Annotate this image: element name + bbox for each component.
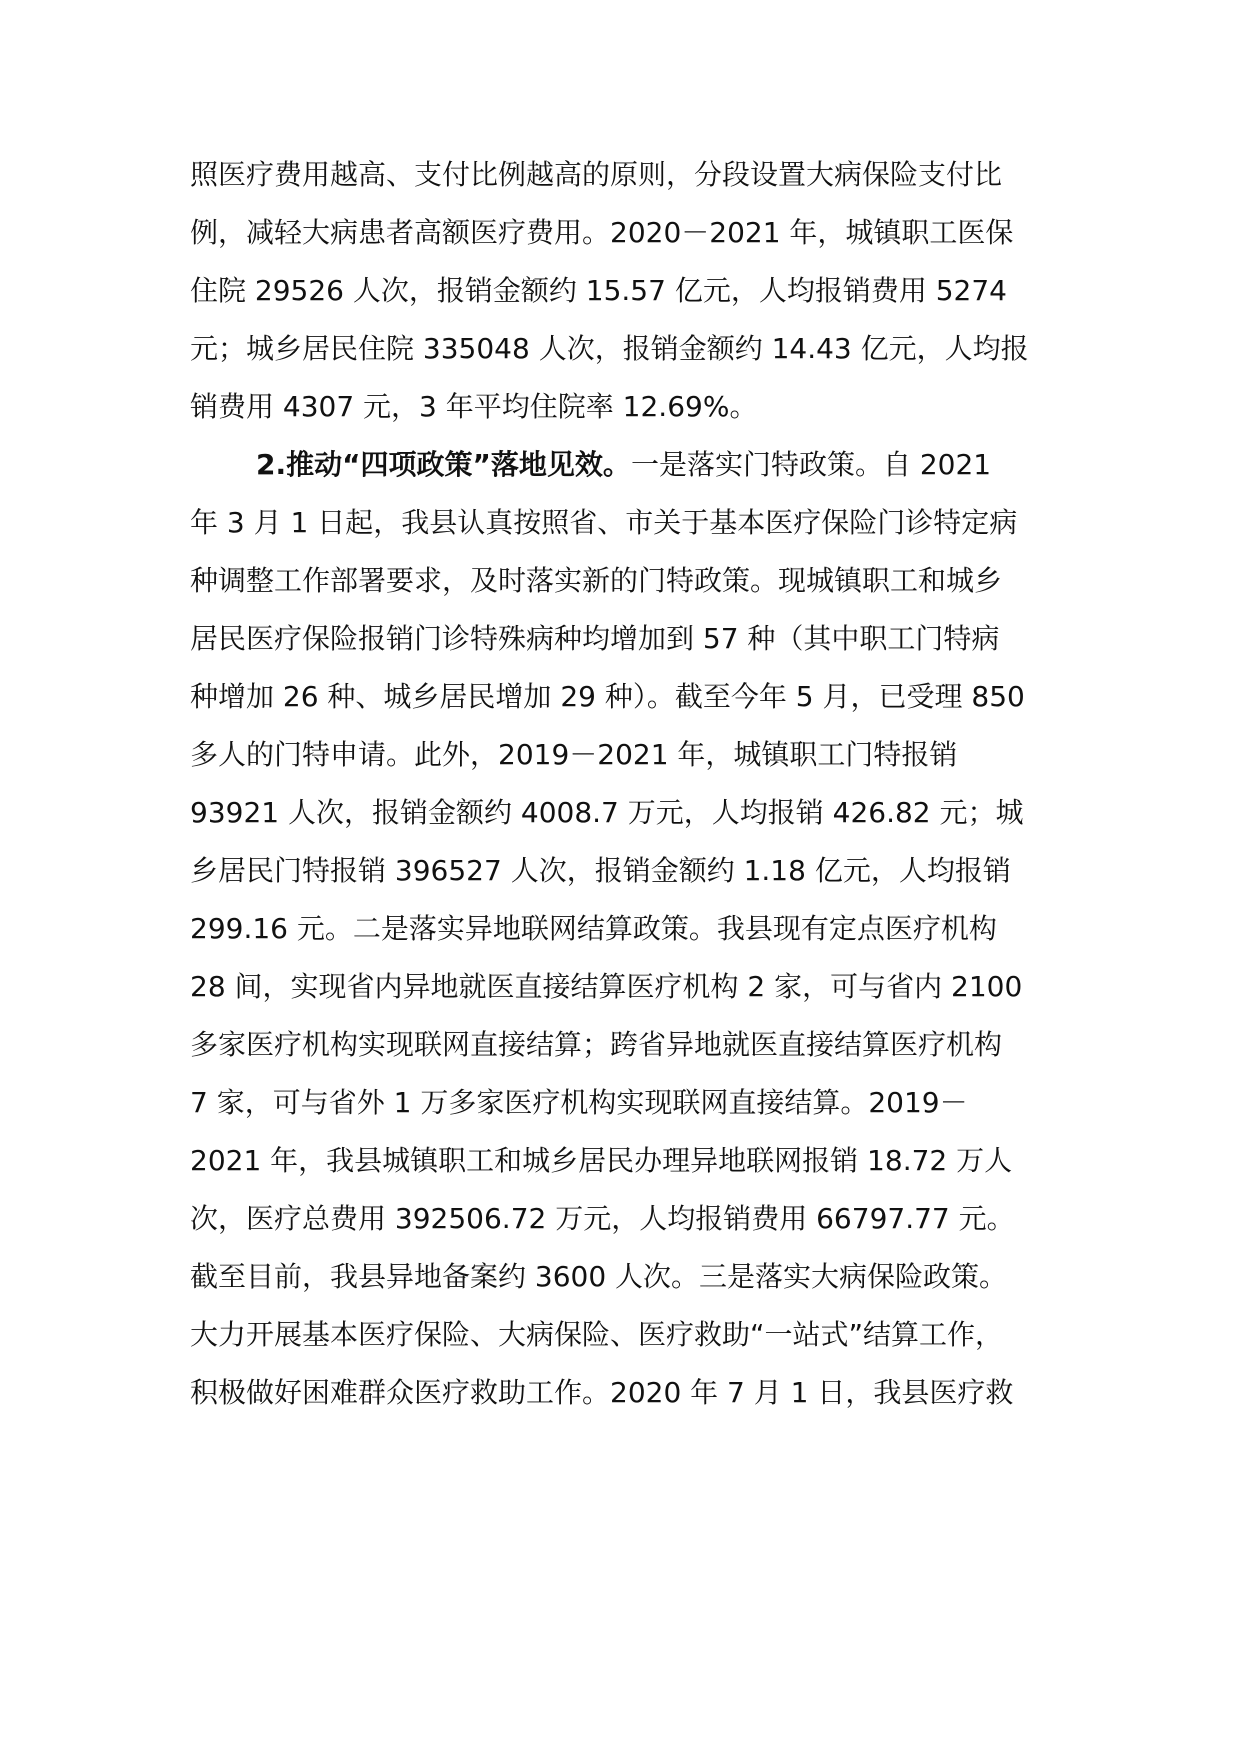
paragraph-line: 93921 人次，报销金额约 4008.7 万元，人均报销 426.82 元；城 xyxy=(190,796,1024,829)
paragraph-line: 299.16 元。二是落实异地联网结算政策。我县现有定点医疗机构 xyxy=(190,912,997,945)
paragraph-line: 乡居民门特报销 396527 人次，报销金额约 1.18 亿元，人均报销 xyxy=(190,854,1011,887)
paragraph-line: 截至目前，我县异地备案约 3600 人次。三是落实大病保险政策。 xyxy=(190,1260,1008,1293)
paragraph-line: 元；城乡居民住院 335048 人次，报销金额约 14.43 亿元，人均报 xyxy=(190,332,1029,365)
heading-followup-text: 一是落实门特政策。自 2021 xyxy=(630,448,992,481)
paragraph-line: 销费用 4307 元，3 年平均住院率 12.69%。 xyxy=(190,390,758,423)
paragraph-line: 多人的门特申请。此外，2019－2021 年，城镇职工门特报销 xyxy=(190,738,958,771)
paragraph-line: 大力开展基本医疗保险、大病保险、医疗救助“一站式”结算工作， xyxy=(190,1318,1004,1351)
paragraph-line: 照医疗费用越高、支付比例越高的原则，分段设置大病保险支付比 xyxy=(190,158,1003,191)
paragraph-line: 7 家，可与省外 1 万多家医疗机构实现联网直接结算。2019－ xyxy=(190,1086,968,1119)
paragraph-line: 住院 29526 人次，报销金额约 15.57 亿元，人均报销费用 5274 xyxy=(190,274,1007,307)
paragraph-line: 多家医疗机构实现联网直接结算；跨省异地就医直接结算医疗机构 xyxy=(190,1028,1003,1061)
paragraph-line: 28 间，实现省内异地就医直接结算医疗机构 2 家，可与省内 2100 xyxy=(190,970,1023,1003)
paragraph-line: 种增加 26 种、城乡居民增加 29 种）。截至今年 5 月，已受理 850 xyxy=(190,680,1025,713)
paragraph-line: 2021 年，我县城镇职工和城乡居民办理异地联网报销 18.72 万人 xyxy=(190,1144,1013,1177)
paragraph-line: 居民医疗保险报销门诊特殊病种均增加到 57 种（其中职工门特病 xyxy=(190,622,1000,655)
paragraph-line: 年 3 月 1 日起，我县认真按照省、市关于基本医疗保险门诊特定病 xyxy=(190,506,1018,539)
paragraph-first-line xyxy=(256,445,991,485)
paragraph-line: 种调整工作部署要求，及时落实新的门特政策。现城镇职工和城乡 xyxy=(190,564,1003,597)
section-heading: 2.推动“四项政策”落地见效。 xyxy=(256,448,631,481)
paragraph-line: 积极做好困难群众医疗救助工作。2020 年 7 月 1 日，我县医疗救 xyxy=(190,1376,1014,1409)
paragraph-line: 例，减轻大病患者高额医疗费用。2020－2021 年，城镇职工医保 xyxy=(190,216,1014,249)
paragraph-line: 次，医疗总费用 392506.72 万元，人均报销费用 66797.77 元。 xyxy=(190,1202,1015,1235)
